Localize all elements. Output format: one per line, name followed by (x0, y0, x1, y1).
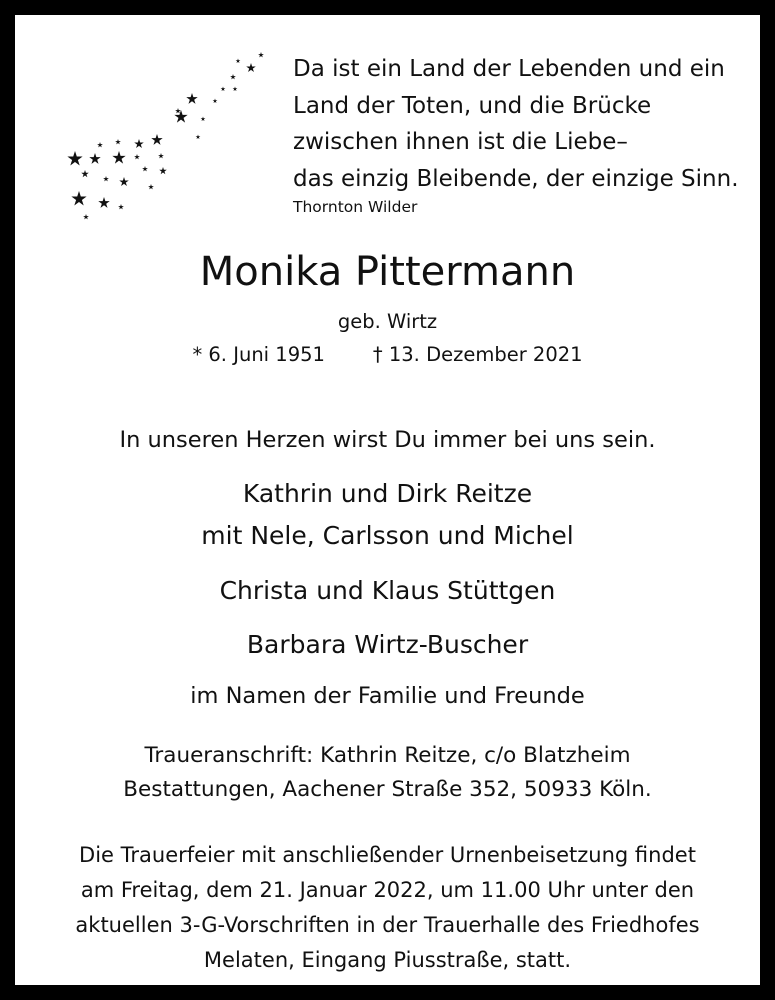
family-line: Barbara Wirtz-Buscher (246, 630, 529, 659)
service-info-line: Melaten, Eingang Piusstraße, statt. (203, 948, 572, 972)
quote-line: Land der Toten, und die Brücke (293, 92, 652, 119)
shooting-stars-icon (57, 47, 277, 227)
family-line: Kathrin und Dirk Reitze (242, 479, 533, 508)
service-info-line: am Freitag, dem 21. Januar 2022, um 11.00 Uhr unter den (80, 878, 695, 902)
quote-block (293, 51, 763, 218)
death-date: † 13. Dezember 2021 (372, 343, 583, 366)
family-line: Christa und Klaus Stüttgen (219, 576, 556, 605)
quote-line: Da ist ein Land der Lebenden und ein (293, 56, 725, 82)
birth-date: * 6. Juni 1951 (192, 343, 325, 366)
motto-text: In unseren Herzen wirst Du immer bei uns sein. (119, 427, 656, 453)
mourning-address-line: Bestattungen, Aachener Straße 352, 50933 Köln. (123, 777, 652, 802)
service-info-line: Die Trauerfeier mit anschließender Urnenbeisetzung findet (79, 843, 696, 867)
mourning-address-line: Traueranschrift: Kathrin Reitze, c/o Blatzheim (144, 743, 631, 768)
on-behalf-text: im Namen der Familie und Freunde (190, 683, 585, 709)
service-info-line: aktuellen 3-G-Vorschriften in der Trauerhalle des Friedhofes (75, 913, 700, 937)
quote-line: zwischen ihnen ist die Liebe– (293, 129, 628, 155)
family-line: mit Nele, Carlsson und Michel (201, 521, 574, 550)
maiden-name: geb. Wirtz (337, 310, 438, 333)
quote-author: Thornton Wilder (293, 198, 418, 216)
quote-line: das einzig Bleibende, der einzige Sinn. (293, 165, 739, 192)
life-dates (15, 340, 760, 370)
deceased-name: Monika Pittermann (199, 249, 576, 295)
